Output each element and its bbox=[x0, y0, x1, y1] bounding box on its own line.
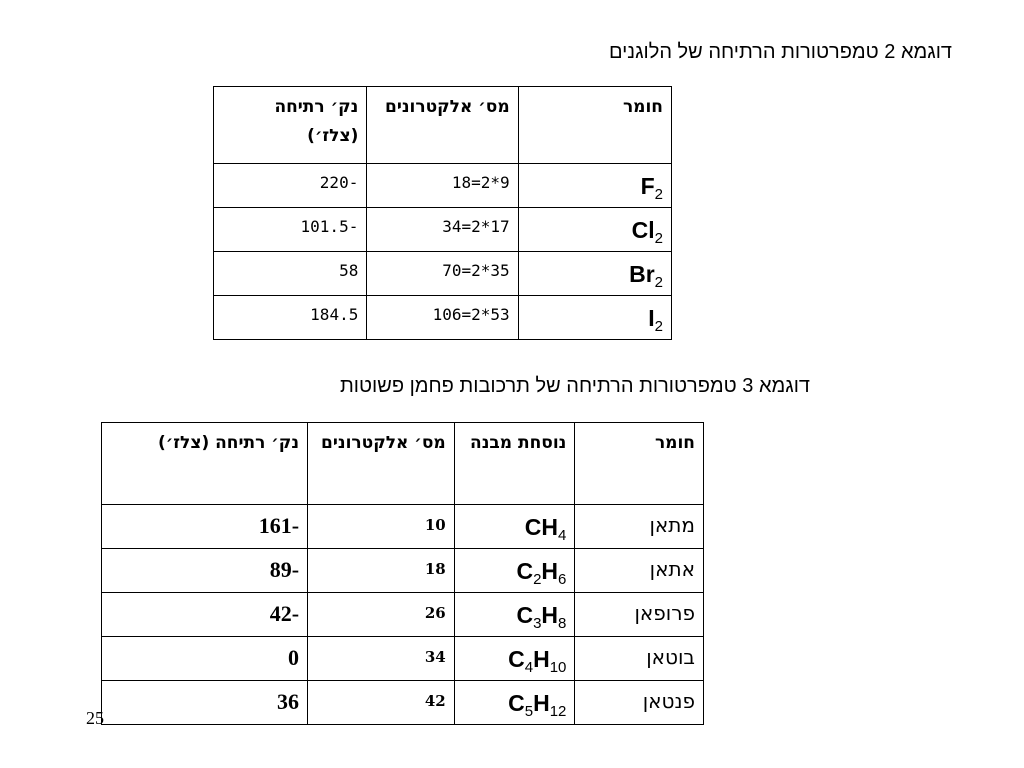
table-row bbox=[102, 549, 704, 593]
formula-cell: $F_2$ bbox=[518, 164, 671, 208]
formula-cell: $C_5H_{12}$ bbox=[454, 681, 575, 725]
boiling-point-cell: -220 bbox=[214, 164, 367, 208]
example-3-caption: דוגמא 3 טמפרטורות הרתיחה של תרכובות פחמן פשוטות bbox=[339, 375, 810, 397]
table-header-row bbox=[102, 423, 704, 505]
table-row bbox=[214, 164, 672, 208]
halogens-table bbox=[213, 86, 672, 340]
formula-cell: $C_3H_8$ bbox=[454, 593, 575, 637]
table-row bbox=[102, 505, 704, 549]
table-header-row bbox=[214, 87, 672, 164]
header-substance: חומר bbox=[575, 423, 704, 505]
header-electrons: מס׳ אלקטרונים bbox=[367, 87, 518, 164]
table-row bbox=[102, 637, 704, 681]
header-boiling-point: נק׳ רתיחה (צלז׳) bbox=[102, 423, 308, 505]
boiling-point-cell: -161 bbox=[102, 505, 308, 549]
compound-name-cell: מתאן bbox=[575, 505, 704, 549]
formula-cell: $Cl_2$ bbox=[518, 208, 671, 252]
compound-name-cell: פרופאן bbox=[575, 593, 704, 637]
table-row bbox=[214, 252, 672, 296]
formula-cell: $I_2$ bbox=[518, 296, 671, 340]
boiling-point-cell: -89 bbox=[102, 549, 308, 593]
header-boiling-point: נק׳ רתיחה (צלז׳) bbox=[214, 87, 367, 164]
table-row bbox=[102, 593, 704, 637]
boiling-point-cell: 58 bbox=[214, 252, 367, 296]
page-number: 25 bbox=[86, 708, 104, 728]
formula-cell: $C_4H_{10}$ bbox=[454, 637, 575, 681]
electrons-cell: 53*2=106 bbox=[367, 296, 518, 340]
table-row bbox=[102, 681, 704, 725]
formula-cell: $Br_2$ bbox=[518, 252, 671, 296]
compound-name-cell: אתאן bbox=[575, 549, 704, 593]
compound-name-cell: פנטאן bbox=[575, 681, 704, 725]
electrons-cell: 17*2=34 bbox=[367, 208, 518, 252]
boiling-point-cell: 36 bbox=[102, 681, 308, 725]
table-row bbox=[214, 296, 672, 340]
boiling-point-cell: -101.5 bbox=[214, 208, 367, 252]
electrons-cell: 34 bbox=[308, 637, 455, 681]
electrons-cell: 42 bbox=[308, 681, 455, 725]
boiling-point-cell: 0 bbox=[102, 637, 308, 681]
electrons-cell: 26 bbox=[308, 593, 455, 637]
boiling-point-cell: 184.5 bbox=[214, 296, 367, 340]
electrons-cell: 9*2=18 bbox=[367, 164, 518, 208]
formula-cell: $C_2H_6$ bbox=[454, 549, 575, 593]
electrons-cell: 10 bbox=[308, 505, 455, 549]
header-electrons: מס׳ אלקטרונים bbox=[308, 423, 455, 505]
formula-cell: $CH_4$ bbox=[454, 505, 575, 549]
hydrocarbons-table bbox=[101, 422, 704, 725]
table-row bbox=[214, 208, 672, 252]
electrons-cell: 35*2=70 bbox=[367, 252, 518, 296]
electrons-cell: 18 bbox=[308, 549, 455, 593]
boiling-point-cell: -42 bbox=[102, 593, 308, 637]
example-2-caption: דוגמא 2 טמפרטורות הרתיחה של הלוגנים bbox=[608, 41, 952, 63]
header-substance: חומר bbox=[518, 87, 671, 164]
header-structural-formula: נוסחת מבנה bbox=[454, 423, 575, 505]
compound-name-cell: בוטאן bbox=[575, 637, 704, 681]
